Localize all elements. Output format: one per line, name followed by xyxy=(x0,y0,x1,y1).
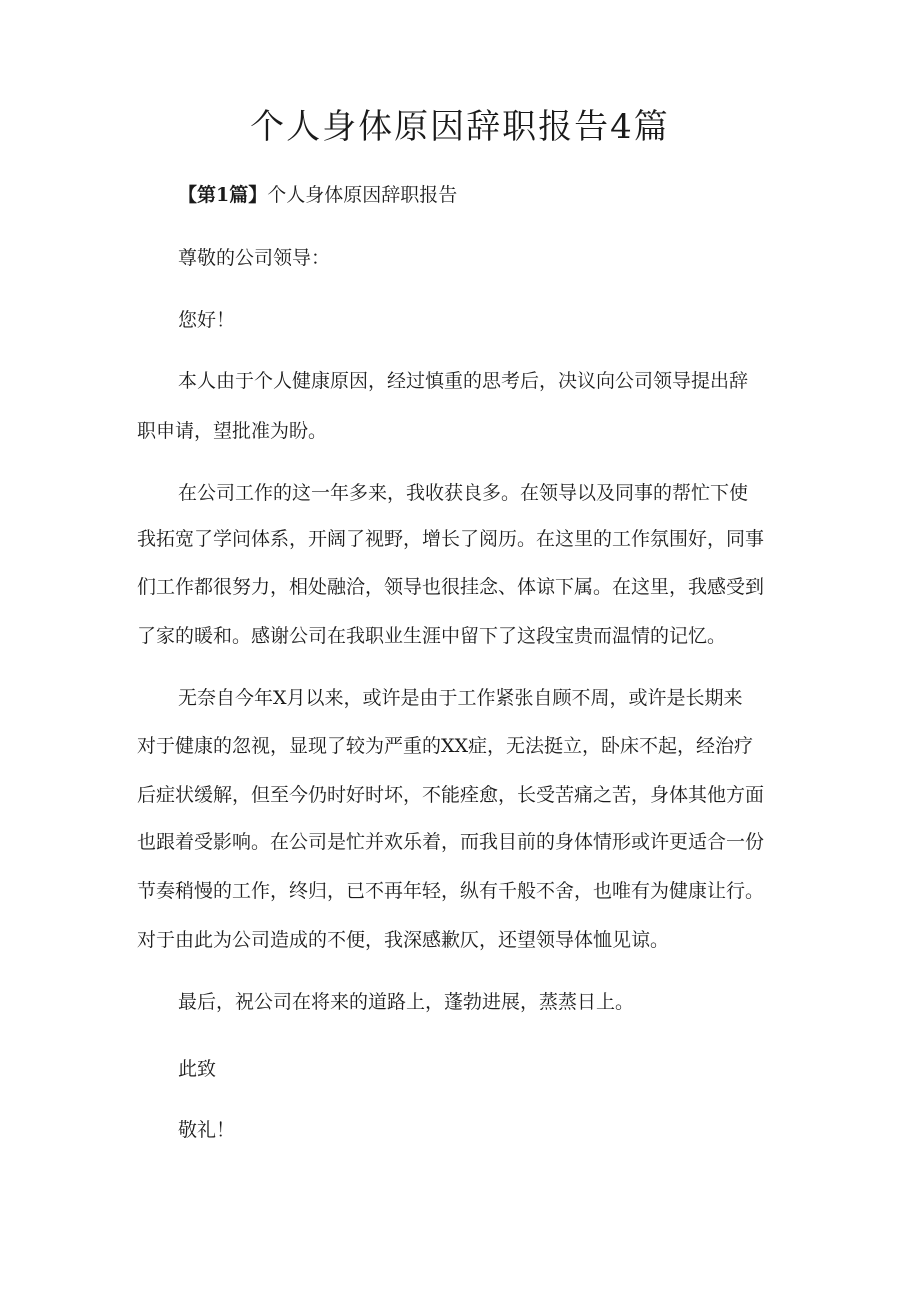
section-heading-text: 个人身体原因辞职报告 xyxy=(267,184,458,206)
paragraph-3-line-4: 也跟着受影响。在公司是忙并欢乐着，而我目前的身体情形或许更适合一份 xyxy=(137,831,765,853)
paragraph-2-line-4: 了家的暖和。感谢公司在我职业生涯中留下了这段宝贵而温情的记忆。 xyxy=(137,625,727,647)
greeting: 您好！ xyxy=(178,309,236,331)
paragraph-3-line-6: 对于由此为公司造成的不便，我深感歉仄，还望领导体恤见谅。 xyxy=(137,929,670,951)
paragraph-2-line-1: 在公司工作的这一年多来，我收获良多。在领导以及同事的帮忙下使 xyxy=(178,482,749,504)
document-title: 个人身体原因辞职报告4篇 xyxy=(250,107,670,147)
section-tag: 【第1篇】 xyxy=(178,184,268,206)
paragraph-3-line-1: 无奈自今年X月以来，或许是由于工作紧张自顾不周，或许是长期来 xyxy=(178,687,743,709)
paragraph-3-line-2: 对于健康的忽视，显现了较为严重的XX症，无法挺立，卧床不起，经治疗 xyxy=(137,735,754,757)
paragraph-1-line-1: 本人由于个人健康原因，经过慎重的思考后，决议向公司领导提出辞 xyxy=(178,370,749,392)
paragraph-2-line-2: 我拓宽了学问体系，开阔了视野，增长了阅历。在这里的工作氛围好，同事 xyxy=(137,528,765,550)
closing-regards: 此致 xyxy=(178,1058,217,1080)
paragraph-3-line-5: 节奏稍慢的工作，终归，已不再年轻，纵有千般不舍，也唯有为健康让行。 xyxy=(137,880,765,902)
closing-salute: 敬礼！ xyxy=(178,1119,236,1141)
paragraph-3-line-3: 后症状缓解，但至今仍时好时坏，不能痊愈，长受苦痛之苦，身体其他方面 xyxy=(137,784,765,806)
paragraph-2-line-3: 们工作都很努力，相处融洽，领导也很挂念、体谅下属。在这里，我感受到 xyxy=(137,576,765,598)
salutation: 尊敬的公司领导： xyxy=(178,247,331,269)
paragraph-1-line-2: 职申请，望批准为盼。 xyxy=(137,420,328,442)
section-heading xyxy=(178,180,457,210)
closing-wish: 最后，祝公司在将来的道路上，蓬勃进展，蒸蒸日上。 xyxy=(178,991,635,1013)
